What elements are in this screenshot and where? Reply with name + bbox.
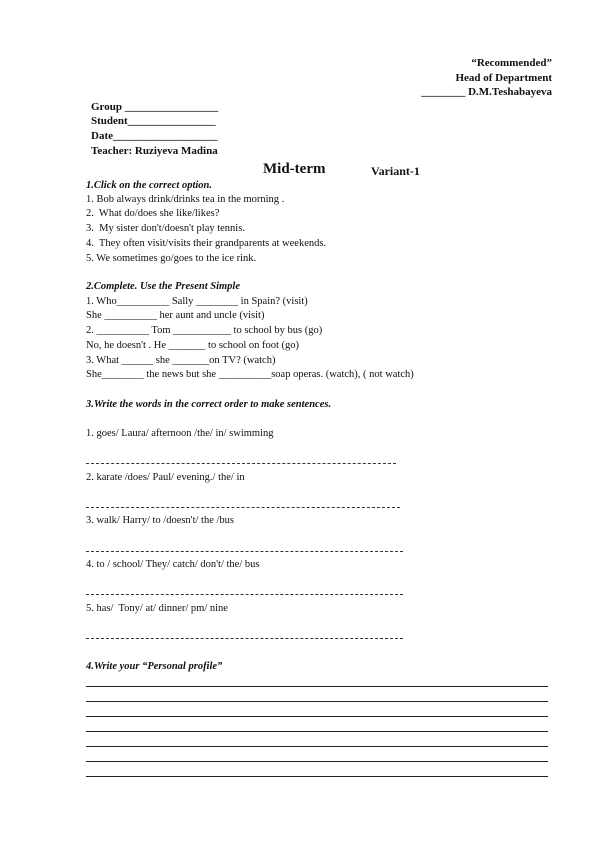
section2-item: No, he doesn't . He _______ to school on foot (go) <box>86 340 300 351</box>
department-head-label: Head of Department <box>455 72 552 84</box>
section3-item: 1. goes/ Laura/ afternoon /the/ in/ swimming <box>86 428 274 439</box>
answer-line <box>86 551 403 552</box>
section2-item: 1. Who__________ Sally ________ in Spain? (visit) <box>86 296 308 307</box>
writing-line <box>86 776 548 777</box>
answer-line <box>86 638 403 639</box>
section1-heading: 1.Click on the correct option. <box>86 180 212 191</box>
section4-heading: 4.Write your “Personal profile” <box>86 661 223 672</box>
writing-line <box>86 716 548 717</box>
section3-heading: 3.Write the words in the correct order to make sentences. <box>86 399 332 410</box>
section1-item: 1. Bob always drink/drinks tea in the morning . <box>86 194 285 205</box>
section3-item: 4. to / school/ They/ catch/ don't/ the/ bus <box>86 559 260 570</box>
page-title: Mid-term <box>263 161 326 177</box>
section3-item: 3. walk/ Harry/ to /doesn't/ the /bus <box>86 515 234 526</box>
student-field: Student________________ <box>91 115 216 127</box>
signature-line: ________ D.M.Teshabayeva <box>421 86 552 98</box>
section1-item: 2. What do/does she like/likes? <box>86 208 220 219</box>
answer-line <box>86 594 403 595</box>
section1-item: 3. My sister don't/doesn't play tennis. <box>86 223 245 234</box>
date-field: Date___________________ <box>91 130 218 142</box>
teacher-field: Teacher: Ruziyeva Madina <box>91 145 218 157</box>
writing-line <box>86 746 548 747</box>
variant-label: Variant-1 <box>371 164 420 178</box>
answer-line <box>86 463 396 464</box>
section2-heading: 2.Complete. Use the Present Simple <box>86 281 240 292</box>
section2-item: She________ the news but she __________soap operas. (watch), ( not watch) <box>86 369 414 380</box>
section1-item: 4. They often visit/visits their grandparents at weekends. <box>86 238 327 249</box>
writing-line <box>86 731 548 732</box>
section3-item: 2. karate /does/ Paul/ evening./ the/ in <box>86 472 245 483</box>
answer-line <box>86 507 400 508</box>
writing-line <box>86 701 548 702</box>
section1-item: 5. We sometimes go/goes to the ice rink. <box>86 253 257 264</box>
section2-item: 3. What ______ she _______on TV? (watch) <box>86 355 276 366</box>
approval-label: “Recommended” <box>471 57 552 69</box>
section3-item: 5. has/ Tony/ at/ dinner/ pm/ nine <box>86 603 228 614</box>
section2-item: 2. __________ Tom ___________ to school by bus (go) <box>86 325 323 336</box>
section2-item: She __________ her aunt and uncle (visit) <box>86 310 265 321</box>
writing-line <box>86 686 548 687</box>
group-field: Group _________________ <box>91 101 219 113</box>
writing-line <box>86 761 548 762</box>
